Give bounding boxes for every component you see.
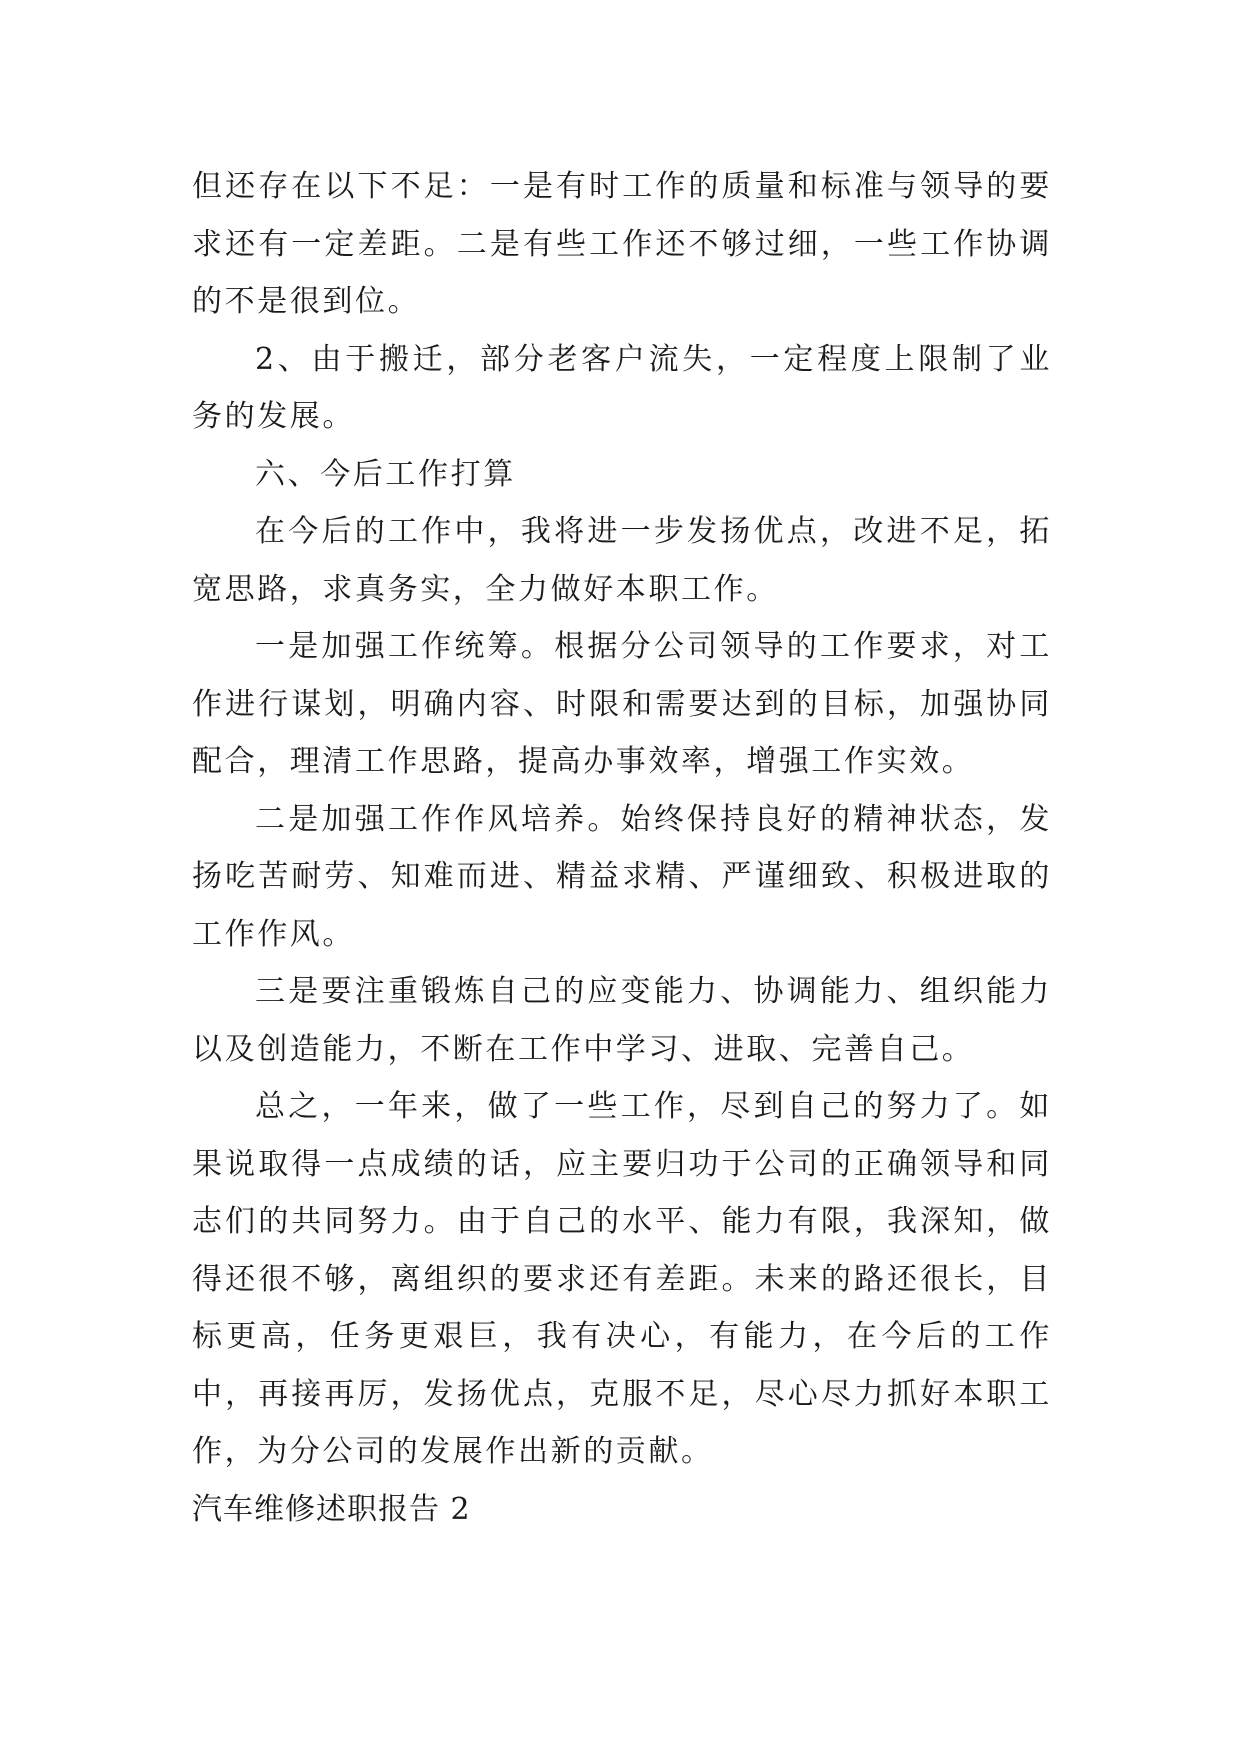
paragraph-shortcomings: 但还存在以下不足：一是有时工作的质量和标准与领导的要求还有一定差距。二是有些工作还不够过细，一些工作协调的不是很到位。 — [192, 169, 1052, 319]
paragraph-future-intro: 在今后的工作中，我将进一步发扬优点，改进不足，拓宽思路，求真务实，全力做好本职工作。 — [192, 514, 1052, 607]
paragraph-relocation: 2、由于搬迁，部分老客户流失，一定程度上限制了业务的发展。 — [192, 341, 1052, 434]
paragraph-conclusion: 总之，一年来，做了一些工作，尽到自己的努力了。如果说取得一点成绩的话，应主要归功于公司的正确领导和同志们的共同努力。由于自己的水平、能力有限，我深知，做得还很不够，离组织的要求还有差距。未来的路还很长，目标更高，任务更艰巨，我有决心，有能力，在今后的工作中，再接再厉，发扬优点，克服不足，尽心尽力抓好本职工作，为分公司的发展作出新的贡献。 — [192, 1089, 1052, 1469]
document-body — [192, 158, 1052, 1538]
section-heading-future-plans: 六、今后工作打算 — [255, 456, 516, 492]
paragraph-plan-work-style: 二是加强工作作风培养。始终保持良好的精神状态，发扬吃苦耐劳、知难而进、精益求精、严谨细致、积极进取的工作作风。 — [192, 801, 1052, 952]
paragraph-plan-abilities: 三是要注重锻炼自己的应变能力、协调能力、组织能力以及创造能力，不断在工作中学习、进取、完善自己。 — [192, 974, 1052, 1067]
paragraph-plan-coordination: 一是加强工作统筹。根据分公司领导的工作要求，对工作进行谋划，明确内容、时限和需要达到的目标，加强协同配合，理清工作思路，提高办事效率，增强工作实效。 — [192, 629, 1052, 779]
next-report-title: 汽车维修述职报告 2 — [192, 1491, 471, 1527]
